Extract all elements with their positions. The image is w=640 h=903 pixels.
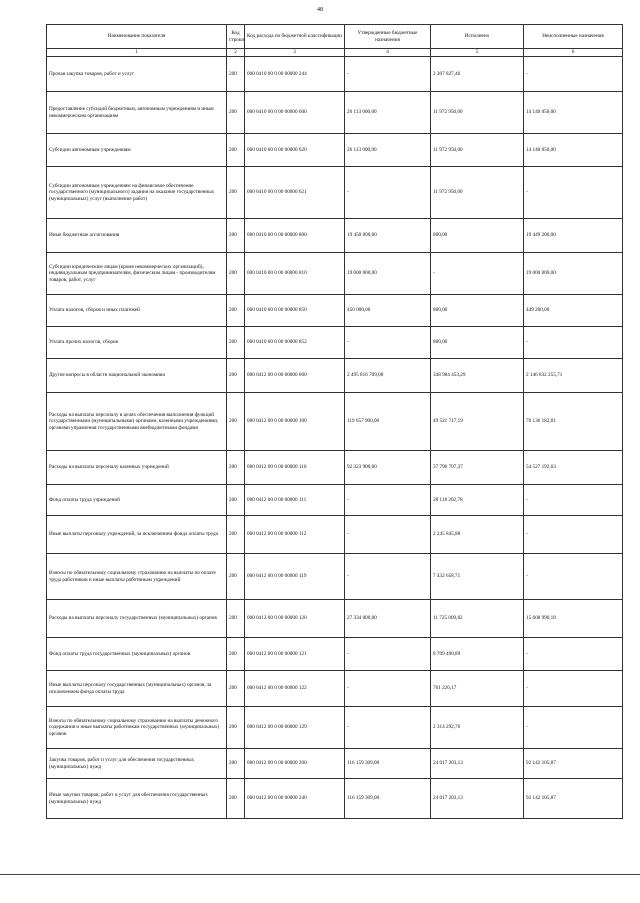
table-body xyxy=(47,57,623,819)
row-line-code: 200 xyxy=(227,167,245,219)
row-indicator-name: Иные выплаты персоналу учреждений, за исключением фонда оплаты труда xyxy=(47,516,227,554)
table-row xyxy=(47,393,623,451)
row-executed-amount: 800,00 xyxy=(431,327,524,359)
row-indicator-name: Расходы на выплаты персоналу государственных (муниципальных) органов xyxy=(47,600,227,638)
row-classification-code: 000 0410 00 0 00 00000 244 xyxy=(245,57,345,92)
table-row xyxy=(47,600,623,638)
table-row xyxy=(47,359,623,393)
row-approved-amount: 92 323 900,00 xyxy=(345,451,431,485)
row-line-code: 200 xyxy=(227,451,245,485)
row-executed-amount: 11 972 950,00 xyxy=(431,167,524,219)
row-remaining-amount: - xyxy=(524,485,623,516)
row-classification-code: 000 0410 00 0 00 00000 621 xyxy=(245,167,345,219)
row-approved-amount: 450 000,00 xyxy=(345,295,431,327)
row-indicator-name: Взносы по обязательному социальному страхованию на выплаты денежного содержания и иные выплаты работникам государственных (муниципальных) органов xyxy=(47,707,227,749)
row-line-code: 200 xyxy=(227,359,245,393)
row-line-code: 200 xyxy=(227,327,245,359)
page-bottom-rule xyxy=(0,874,640,875)
row-indicator-name: Фонд оплаты труда учреждений xyxy=(47,485,227,516)
row-approved-amount: - xyxy=(345,485,431,516)
row-classification-code: 000 0412 00 0 00 00000 000 xyxy=(245,359,345,393)
row-classification-code: 000 0412 00 0 00 00000 112 xyxy=(245,516,345,554)
column-number: 6 xyxy=(524,49,623,57)
row-classification-code: 000 0410 00 0 00 00000 620 xyxy=(245,134,345,167)
row-remaining-amount: 92 142 105,87 xyxy=(524,749,623,779)
row-executed-amount: 2 245 845,88 xyxy=(431,516,524,554)
row-remaining-amount: 92 142 105,87 xyxy=(524,779,623,819)
table-row xyxy=(47,707,623,749)
column-number: 5 xyxy=(431,49,524,57)
header-line-code: Код строки xyxy=(227,25,245,49)
row-line-code: 200 xyxy=(227,57,245,92)
row-classification-code: 000 0410 00 0 00 00000 800 xyxy=(245,219,345,253)
row-indicator-name: Иные выплаты персоналу государственных (муниципальных) органов, за исключением фонда оплаты труда xyxy=(47,671,227,707)
header-approved: Утвержденные бюджетные назначения xyxy=(345,25,431,49)
table-row xyxy=(47,516,623,554)
row-remaining-amount: - xyxy=(524,167,623,219)
table-row xyxy=(47,295,623,327)
table-row xyxy=(47,554,623,600)
row-executed-amount: 701 226,17 xyxy=(431,671,524,707)
row-classification-code: 000 0410 00 0 00 00000 850 xyxy=(245,295,345,327)
table-row xyxy=(47,327,623,359)
row-approved-amount: 119 657 900,00 xyxy=(345,393,431,451)
row-remaining-amount: 2 146 832 255,71 xyxy=(524,359,623,393)
row-indicator-name: Фонд оплаты труда государственных (муниципальных) органов xyxy=(47,638,227,671)
header-remaining: Неисполненные назначения xyxy=(524,25,623,49)
row-remaining-amount: - xyxy=(524,554,623,600)
row-indicator-name: Прочая закупка товаров, работ и услуг xyxy=(47,57,227,92)
row-executed-amount: 8 709 490,89 xyxy=(431,638,524,671)
row-approved-amount: - xyxy=(345,167,431,219)
table-header-row xyxy=(47,25,623,49)
row-classification-code: 000 0412 00 0 00 00000 121 xyxy=(245,638,345,671)
row-classification-code: 000 0412 00 0 00 00000 122 xyxy=(245,671,345,707)
table-row xyxy=(47,253,623,295)
row-approved-amount: 26 113 000,00 xyxy=(345,92,431,134)
header-indicator-name: Наименование показателя xyxy=(47,25,227,49)
row-classification-code: 000 0412 00 0 00 00000 100 xyxy=(245,393,345,451)
row-approved-amount: - xyxy=(345,671,431,707)
row-executed-amount: 7 432 658,71 xyxy=(431,554,524,600)
table-row xyxy=(47,485,623,516)
row-remaining-amount: 19 000 000,00 xyxy=(524,253,623,295)
row-line-code: 200 xyxy=(227,134,245,167)
row-line-code: 200 xyxy=(227,638,245,671)
row-indicator-name: Закупка товаров, работ и услуг для обеспечения государственных (муниципальных) нужд xyxy=(47,749,227,779)
row-indicator-name: Расходы на выплаты персоналу казенных учреждений xyxy=(47,451,227,485)
row-classification-code: 000 0410 00 0 00 00000 600 xyxy=(245,92,345,134)
row-executed-amount: 11 972 950,00 xyxy=(431,92,524,134)
row-executed-amount: 24 017 203,13 xyxy=(431,779,524,819)
row-executed-amount: 11 725 009,82 xyxy=(431,600,524,638)
table-row xyxy=(47,167,623,219)
row-approved-amount: 116 159 309,00 xyxy=(345,749,431,779)
row-remaining-amount: 19 449 200,00 xyxy=(524,219,623,253)
row-approved-amount: - xyxy=(345,57,431,92)
row-classification-code: 000 0410 00 0 00 00000 852 xyxy=(245,327,345,359)
row-remaining-amount: - xyxy=(524,671,623,707)
row-executed-amount: 800,00 xyxy=(431,219,524,253)
table-row xyxy=(47,134,623,167)
row-line-code: 200 xyxy=(227,671,245,707)
row-approved-amount: 19 000 000,00 xyxy=(345,253,431,295)
row-executed-amount: 2 314 292,76 xyxy=(431,707,524,749)
row-approved-amount: 116 159 309,00 xyxy=(345,779,431,819)
row-classification-code: 000 0412 00 0 00 00000 200 xyxy=(245,749,345,779)
row-approved-amount: - xyxy=(345,707,431,749)
row-line-code: 200 xyxy=(227,485,245,516)
row-indicator-name: Субсидии автономным учреждениям xyxy=(47,134,227,167)
row-approved-amount: 26 113 000,00 xyxy=(345,134,431,167)
row-remaining-amount: - xyxy=(524,638,623,671)
table-row xyxy=(47,638,623,671)
row-indicator-name: Уплата прочих налогов, сборов xyxy=(47,327,227,359)
row-approved-amount: - xyxy=(345,516,431,554)
row-indicator-name: Иные бюджетные ассигнования xyxy=(47,219,227,253)
table-row xyxy=(47,671,623,707)
row-remaining-amount: 14 140 050,00 xyxy=(524,134,623,167)
row-indicator-name: Взносы по обязательному социальному страхованию на выплаты по оплате труда работников и иные выплаты работникам учреждений xyxy=(47,554,227,600)
row-line-code: 200 xyxy=(227,92,245,134)
column-number: 3 xyxy=(245,49,345,57)
row-executed-amount: 24 017 203,13 xyxy=(431,749,524,779)
column-number: 4 xyxy=(345,49,431,57)
row-remaining-amount: - xyxy=(524,327,623,359)
row-remaining-amount: - xyxy=(524,516,623,554)
row-executed-amount: 28 118 202,78 xyxy=(431,485,524,516)
row-executed-amount: 37 796 707,37 xyxy=(431,451,524,485)
row-line-code: 200 xyxy=(227,554,245,600)
table-row xyxy=(47,779,623,819)
budget-execution-table xyxy=(46,24,623,819)
page-number: 48 xyxy=(317,7,323,13)
row-indicator-name: Иные закупки товаров, работ и услуг для обеспечения государственных (муниципальных) нужд xyxy=(47,779,227,819)
row-executed-amount: 49 521 717,19 xyxy=(431,393,524,451)
row-executed-amount: 11 972 950,00 xyxy=(431,134,524,167)
row-remaining-amount: 449 200,00 xyxy=(524,295,623,327)
row-indicator-name: Уплата налогов, сборов и иных платежей xyxy=(47,295,227,327)
column-number: 1 xyxy=(47,49,227,57)
column-number-row xyxy=(47,49,623,57)
row-executed-amount: - xyxy=(431,253,524,295)
row-remaining-amount: 15 608 990,18 xyxy=(524,600,623,638)
row-line-code: 200 xyxy=(227,219,245,253)
table-row xyxy=(47,749,623,779)
row-indicator-name: Субсидии юридическим лицам (кроме некоммерческих организаций), индивидуальным предпринимателям, физическим лицам - производителям товаров, работ, услуг xyxy=(47,253,227,295)
row-line-code: 200 xyxy=(227,749,245,779)
row-executed-amount: 348 984 453,29 xyxy=(431,359,524,393)
row-classification-code: 000 0410 00 0 00 00000 810 xyxy=(245,253,345,295)
row-classification-code: 000 0412 00 0 00 00000 240 xyxy=(245,779,345,819)
row-line-code: 200 xyxy=(227,707,245,749)
header-classification-code: Код расхода по бюджетной классификации xyxy=(245,25,345,49)
row-line-code: 200 xyxy=(227,600,245,638)
row-line-code: 200 xyxy=(227,516,245,554)
row-line-code: 200 xyxy=(227,393,245,451)
header-executed: Исполнено xyxy=(431,25,524,49)
row-classification-code: 000 0412 00 0 00 00000 119 xyxy=(245,554,345,600)
column-number: 2 xyxy=(227,49,245,57)
row-line-code: 200 xyxy=(227,779,245,819)
table-row xyxy=(47,92,623,134)
row-remaining-amount: 54 527 192,63 xyxy=(524,451,623,485)
row-approved-amount: - xyxy=(345,638,431,671)
table-row xyxy=(47,219,623,253)
row-remaining-amount: 14 140 050,00 xyxy=(524,92,623,134)
row-approved-amount: - xyxy=(345,327,431,359)
row-indicator-name: Расходы на выплаты персоналу в целях обеспечения выполнения функций государственными (муниципальными) органами, казенными учреждениями, органами управления государственными внебюджетными фондами xyxy=(47,393,227,451)
row-approved-amount: 19 450 000,00 xyxy=(345,219,431,253)
row-classification-code: 000 0412 00 0 00 00000 129 xyxy=(245,707,345,749)
row-approved-amount: - xyxy=(345,554,431,600)
table-row xyxy=(47,451,623,485)
row-executed-amount: 2 307 827,46 xyxy=(431,57,524,92)
row-executed-amount: 800,00 xyxy=(431,295,524,327)
row-remaining-amount: - xyxy=(524,57,623,92)
row-approved-amount: 27 334 000,00 xyxy=(345,600,431,638)
row-line-code: 200 xyxy=(227,253,245,295)
row-classification-code: 000 0412 00 0 00 00000 111 xyxy=(245,485,345,516)
row-indicator-name: Другие вопросы в области национальной экономики xyxy=(47,359,227,393)
row-indicator-name: Предоставление субсидий бюджетным, автономным учреждениям и иным некоммерческим организациям xyxy=(47,92,227,134)
row-classification-code: 000 0412 00 0 00 00000 110 xyxy=(245,451,345,485)
row-indicator-name: Субсидии автономным учреждениям на финансовое обеспечение государственного (муниципального) задания на оказание государственных (муниципальных) услуг (выполнение работ) xyxy=(47,167,227,219)
row-line-code: 200 xyxy=(227,295,245,327)
table-row xyxy=(47,57,623,92)
row-remaining-amount: - xyxy=(524,707,623,749)
row-approved-amount: 2 495 816 709,00 xyxy=(345,359,431,393)
row-remaining-amount: 70 136 182,81 xyxy=(524,393,623,451)
row-classification-code: 000 0412 00 0 00 00000 120 xyxy=(245,600,345,638)
